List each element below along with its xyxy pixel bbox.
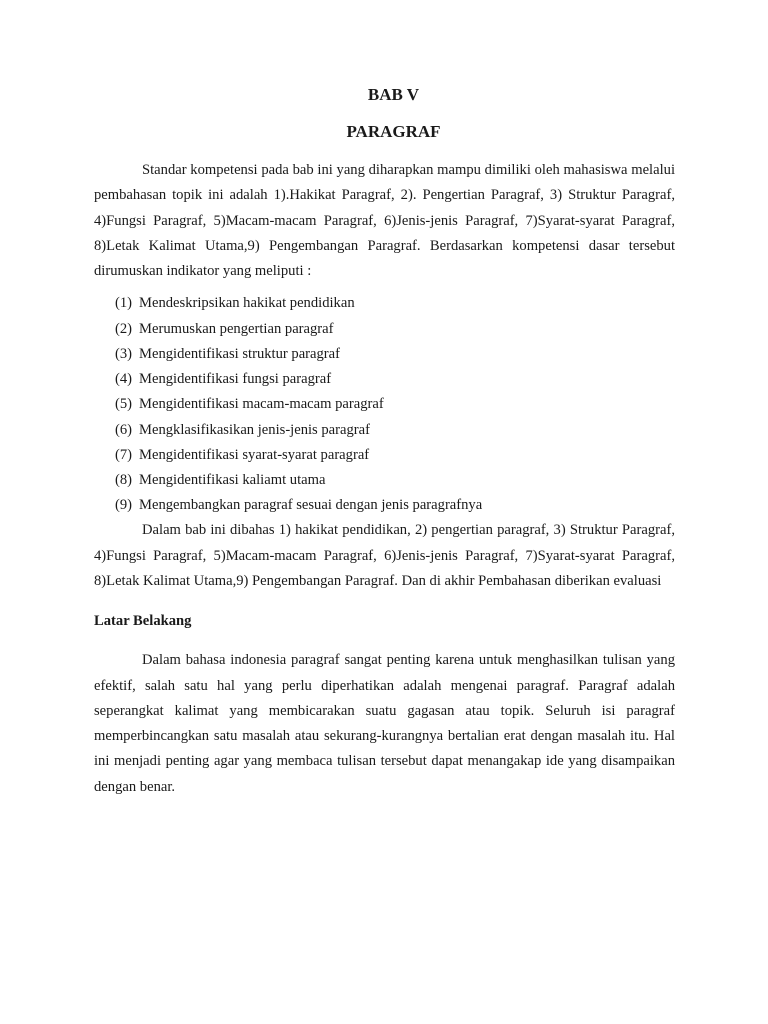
list-item-number: (9) [115,497,133,514]
summary-paragraph: Dalam bab ini dibahas 1) hakikat pendidikan, 2) pengertian paragraf, 3) Struktur Paragraf, 4)Fungsi Paragraf, 5)Macam-macam Paragraf, 6)Jenis-jenis Paragraf, 7)Syarat-syarat Paragraf, 8)Letak Kalimat Utama,9) Pengembangan Paragraf. Dan di akhir Pembahasan diberikan evaluasi [94,522,675,589]
document-page [94,84,675,800]
list-item [115,392,675,417]
list-item-text: Mengidentifikasi macam-macam paragraf [139,396,384,413]
list-item-text: Mengidentifikasi syarat-syarat paragraf [139,446,370,463]
list-item [115,418,675,443]
list-item [115,291,675,316]
list-item-text: Mendeskripsikan hakikat pendidikan [139,295,355,312]
list-item-text: Mengembangkan paragraf sesuai dengan jenis paragrafnya [139,497,483,514]
section-heading: Latar Belakang [94,613,192,630]
list-item [115,443,675,468]
list-item-number: (1) [115,295,133,312]
list-item [115,317,675,342]
list-item-text: Mengklasifikasikan jenis-jenis paragraf [139,421,370,438]
indicator-list [94,291,675,518]
list-item-number: (3) [115,345,133,362]
list-item [115,493,675,518]
list-item-text: Merumuskan pengertian paragraf [139,320,334,337]
background-paragraph: Dalam bahasa indonesia paragraf sangat penting karena untuk menghasilkan tulisan yang efektif, salah satu hal yang perlu diperhatikan adalah mengenai paragraf. Paragraf adalah seperangkat kalimat yang membicarakan suatu gagasan atau topik. Seluruh isi paragraf memperbincangkan satu masalah atau sekurang-kurangnya bertalian erat dengan masalah itu. Hal ini menjadi penting agar yang membaca tulisan tersebut dapat menangakap ide yang disampaikan dengan benar. [94,652,675,795]
list-item-number: (2) [115,320,133,337]
list-item [115,342,675,367]
list-item-text: Mengidentifikasi fungsi paragraf [139,371,332,388]
list-item [115,468,675,493]
list-item [115,367,675,392]
list-item-number: (6) [115,421,133,438]
intro-paragraph: Standar kompetensi pada bab ini yang diharapkan mampu dimiliki oleh mahasiswa melalui pembahasan topik ini adalah 1).Hakikat Paragraf, 2). Pengertian Paragraf, 3) Struktur Paragraf, 4)Fungsi Paragraf, 5)Macam-macam Paragraf, 6)Jenis-jenis Paragraf, 7)Syarat-syarat Paragraf, 8)Letak Kalimat Utama,9) Pengembangan Paragraf. Berdasarkan kompetensi dasar tersebut dirumuskan indikator yang meliputi : [94,162,675,280]
list-item-number: (8) [115,471,133,488]
list-item-number: (4) [115,371,133,388]
list-item-number: (5) [115,396,133,413]
list-item-text: Mengidentifikasi struktur paragraf [139,345,341,362]
chapter-title: PARAGRAF [346,122,441,141]
chapter-heading: BAB V [367,85,420,104]
list-item-number: (7) [115,446,133,463]
list-item-text: Mengidentifikasi kaliamt utama [139,471,326,488]
